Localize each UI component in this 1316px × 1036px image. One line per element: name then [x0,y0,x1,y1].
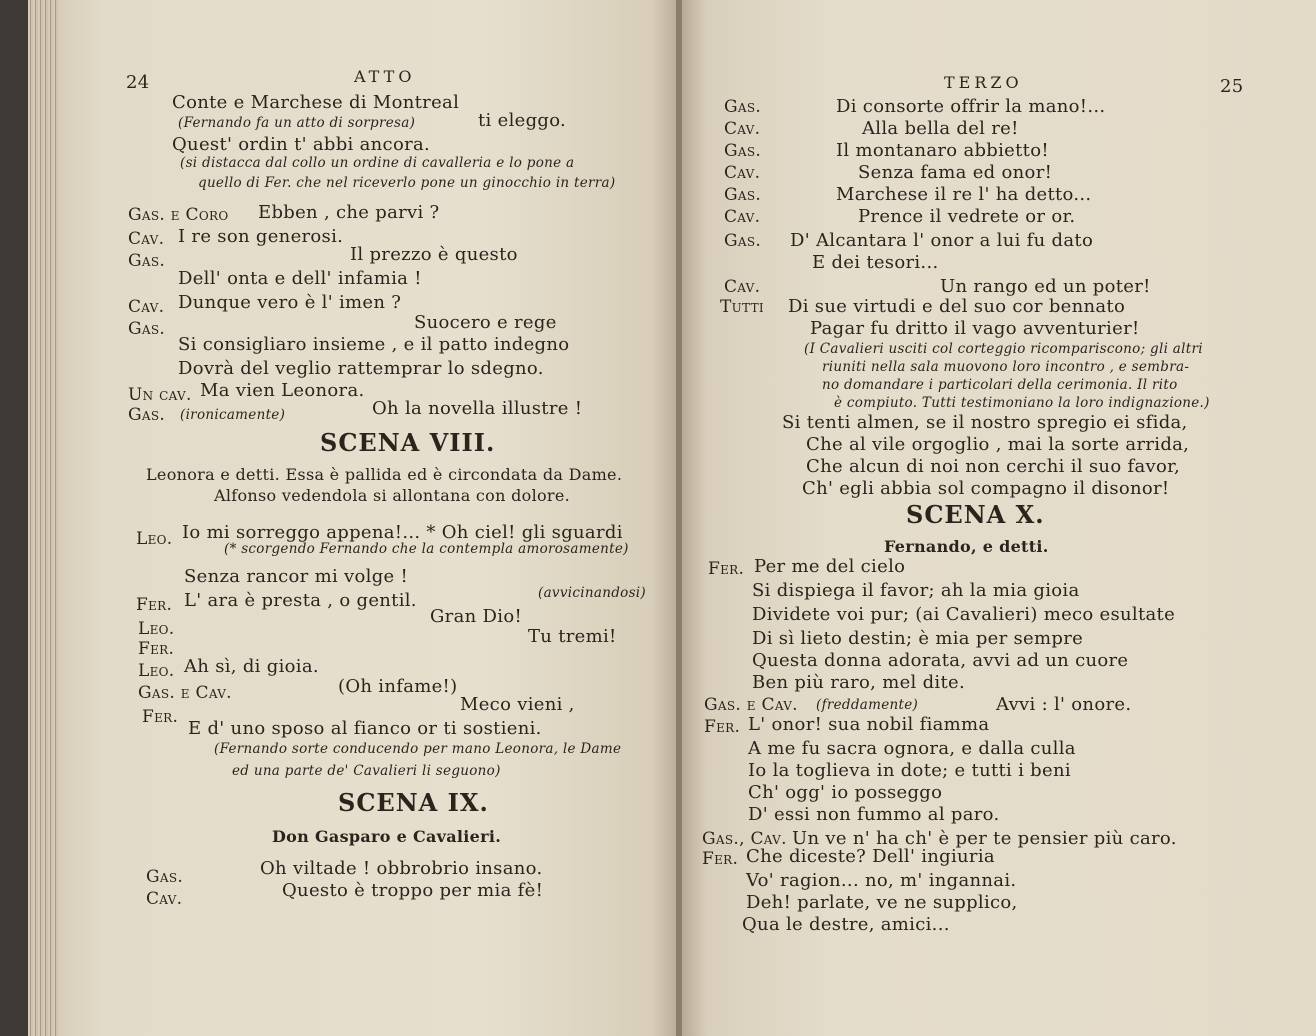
speaker: Fer. [708,559,745,579]
verse-line: A me fu sacra ognora, e dalla culla [748,738,1076,759]
speaker: Cav. [128,297,165,317]
verse-line: Di sì lieto destin; è mia per sempre [752,628,1084,649]
speaker: Gas. e Coro [128,205,229,225]
verse-line: Ma vien Leonora. [200,380,365,401]
verse-line: Dunque vero è l' imen ? [178,292,402,313]
page-edge [28,0,58,1036]
speaker: Tutti [720,297,764,317]
speaker: Fer. [142,707,179,727]
speaker: Cav. [724,277,761,297]
speaker: Gas. [128,251,166,271]
verse-line: Prence il vedrete or or. [858,206,1076,227]
stage-direction: ed una parte de' Cavalieri li seguono) [232,763,501,779]
verse-line: Dovrà del veglio rattemprar lo sdegno. [178,358,544,379]
verse-line: Il prezzo è questo [350,244,518,265]
stage-direction: (freddamente) [816,697,919,713]
verse-line: Meco vieni , [460,694,575,715]
verse-line: E dei tesori... [812,252,939,273]
stage-direction: (ironicamente) [180,407,286,423]
verse-line: D' essi non fummo al paro. [748,804,1000,825]
speaker: Gas. e Cav. [138,683,232,703]
stage-direction: riuniti nella sala muovono loro incontro , e sembra- [822,359,1190,375]
verse-line: Si tenti almen, se il nostro spregio ei sfida, [782,412,1188,433]
verse-line: Quest' ordin t' abbi ancora. [172,134,431,155]
verse-line: Marchese il re l' ha detto... [836,184,1092,205]
verse-line: Qua le destre, amici... [742,914,950,935]
verse-line: Ah sì, di gioia. [184,656,319,677]
stage-direction: (* scorgendo Fernando che la contempla amorosamente) [224,541,629,557]
scene-title: SCENA VIII. [320,428,496,457]
verse-line: Un ve n' ha ch' è per te pensier più caro. [792,828,1177,849]
verse-line: Ebben , che parvi ? [258,202,440,223]
speaker: Leo. [138,619,175,639]
verse-line: Io mi sorreggo appena!... * Oh ciel! gli sguardi [182,522,623,543]
speaker: Gas. e Cav. [704,695,798,715]
verse-line: Si dispiega il favor; ah la mia gioia [752,580,1080,601]
stage-direction: quello di Fer. che nel riceverlo pone un ginocchio in terra) [198,175,616,191]
speaker: Cav. [128,229,165,249]
verse-line: Pagar fu dritto il vago avventurier! [810,318,1140,339]
stage-direction: (Fernando sorte conducendo per mano Leonora, le Dame [214,741,622,757]
verse-line: Oh viltade ! obbrobrio insano. [260,858,543,879]
speaker: Fer. [702,849,739,869]
speaker: Cav. [146,889,183,909]
speaker: Un cav. [128,385,192,405]
verse-line: Alla bella del re! [862,118,1019,139]
speaker: Gas., Cav. [702,829,787,849]
verse-line: Che alcun di noi non cerchi il suo favor, [806,456,1181,477]
right-page [682,0,1316,1036]
speaker: Leo. [138,661,175,681]
verse-line: Che diceste? Dell' ingiuria [746,846,995,867]
speaker: Gas. [128,405,166,425]
verse-line: Per me del cielo [754,556,906,577]
page-number: 24 [126,72,150,93]
verse-line: Dividete voi pur; (ai Cavalieri) meco esultate [752,604,1176,625]
verse-line: I re son generosi. [178,226,344,247]
verse-line: L' ara è presta , o gentil. [184,590,417,611]
verse-line: Suocero e rege [414,312,557,333]
verse-line: Questo è troppo per mia fè! [282,880,544,901]
verse-line: Ch' egli abbia sol compagno il disonor! [802,478,1170,499]
verse-line: Questa donna adorata, avvi ad un cuore [752,650,1129,671]
verse-line: Vo' ragion... no, m' ingannai. [746,870,1017,891]
verse-line: Io la toglieva in dote; e tutti i beni [748,760,1071,781]
stage-direction: (avvicinandosi) [538,585,646,601]
speaker: Gas. [724,185,762,205]
stage-direction: Don Gasparo e Cavalieri. [272,827,502,846]
speaker: Cav. [724,207,761,227]
speaker: Fer. [136,595,173,615]
verse-line: Di consorte offrir la mano!... [836,96,1106,117]
speaker: Gas. [146,867,184,887]
verse-line: Dell' onta e dell' infamia ! [178,268,422,289]
stage-direction: Fernando, e detti. [884,537,1049,556]
verse-line: Che al vile orgoglio , mai la sorte arrida, [806,434,1190,455]
stage-direction: Alfonso vedendola si allontana con dolore. [214,486,571,505]
verse-line: ti eleggo. [478,110,567,131]
verse-line: Il montanaro abbietto! [836,140,1049,161]
verse-line: Ben più raro, mel dite. [752,672,965,693]
speaker: Gas. [724,141,762,161]
speaker: Gas. [724,97,762,117]
speaker: Cav. [724,119,761,139]
speaker: Gas. [128,319,166,339]
verse-line: Senza fama ed onor! [858,162,1053,183]
speaker: Fer. [138,639,175,659]
verse-line: Di sue virtudi e del suo cor bennato [788,296,1126,317]
verse-line: (Oh infame!) [338,676,458,697]
scene-title: SCENA IX. [338,788,489,817]
page-number: 25 [1220,76,1244,97]
speaker: Gas. [724,231,762,251]
stage-direction: (I Cavalieri usciti col corteggio ricompariscono; gli altri [804,341,1203,357]
stage-direction: Leonora e detti. Essa è pallida ed è circondata da Dame. [146,465,623,484]
left-page [28,0,678,1036]
verse-line: E d' uno sposo al fianco or ti sostieni. [188,718,542,739]
verse-line: Conte e Marchese di Montreal [172,92,460,113]
speaker: Cav. [724,163,761,183]
stage-direction: no domandare i particolari della cerimonia. Il rito [822,377,1178,393]
speaker: Fer. [704,717,741,737]
verse-line: Un rango ed un poter! [940,276,1151,297]
verse-line: Avvi : l' onore. [996,694,1132,715]
stage-direction: è compiuto. Tutti testimoniano la loro indignazione.) [834,395,1210,411]
verse-line: L' onor! sua nobil fiamma [748,714,990,735]
verse-line: Si consigliaro insieme , e il patto indegno [178,334,570,355]
speaker: Leo. [136,529,173,549]
running-head: ATTO [354,67,416,86]
verse-line: Gran Dio! [430,606,522,627]
verse-line: Ch' ogg' io posseggo [748,782,943,803]
stage-direction: (si distacca dal collo un ordine di cavalleria e lo pone a [180,155,575,171]
verse-line: Deh! parlate, ve ne supplico, [746,892,1018,913]
running-head: TERZO [944,73,1023,92]
verse-line: Oh la novella illustre ! [372,398,583,419]
verse-line: Tu tremi! [528,626,617,647]
verse-line: D' Alcantara l' onor a lui fu dato [790,230,1094,251]
stage-direction: (Fernando fa un atto di sorpresa) [178,115,416,131]
scene-title: SCENA X. [906,500,1045,529]
verse-line: Senza rancor mi volge ! [184,566,409,587]
